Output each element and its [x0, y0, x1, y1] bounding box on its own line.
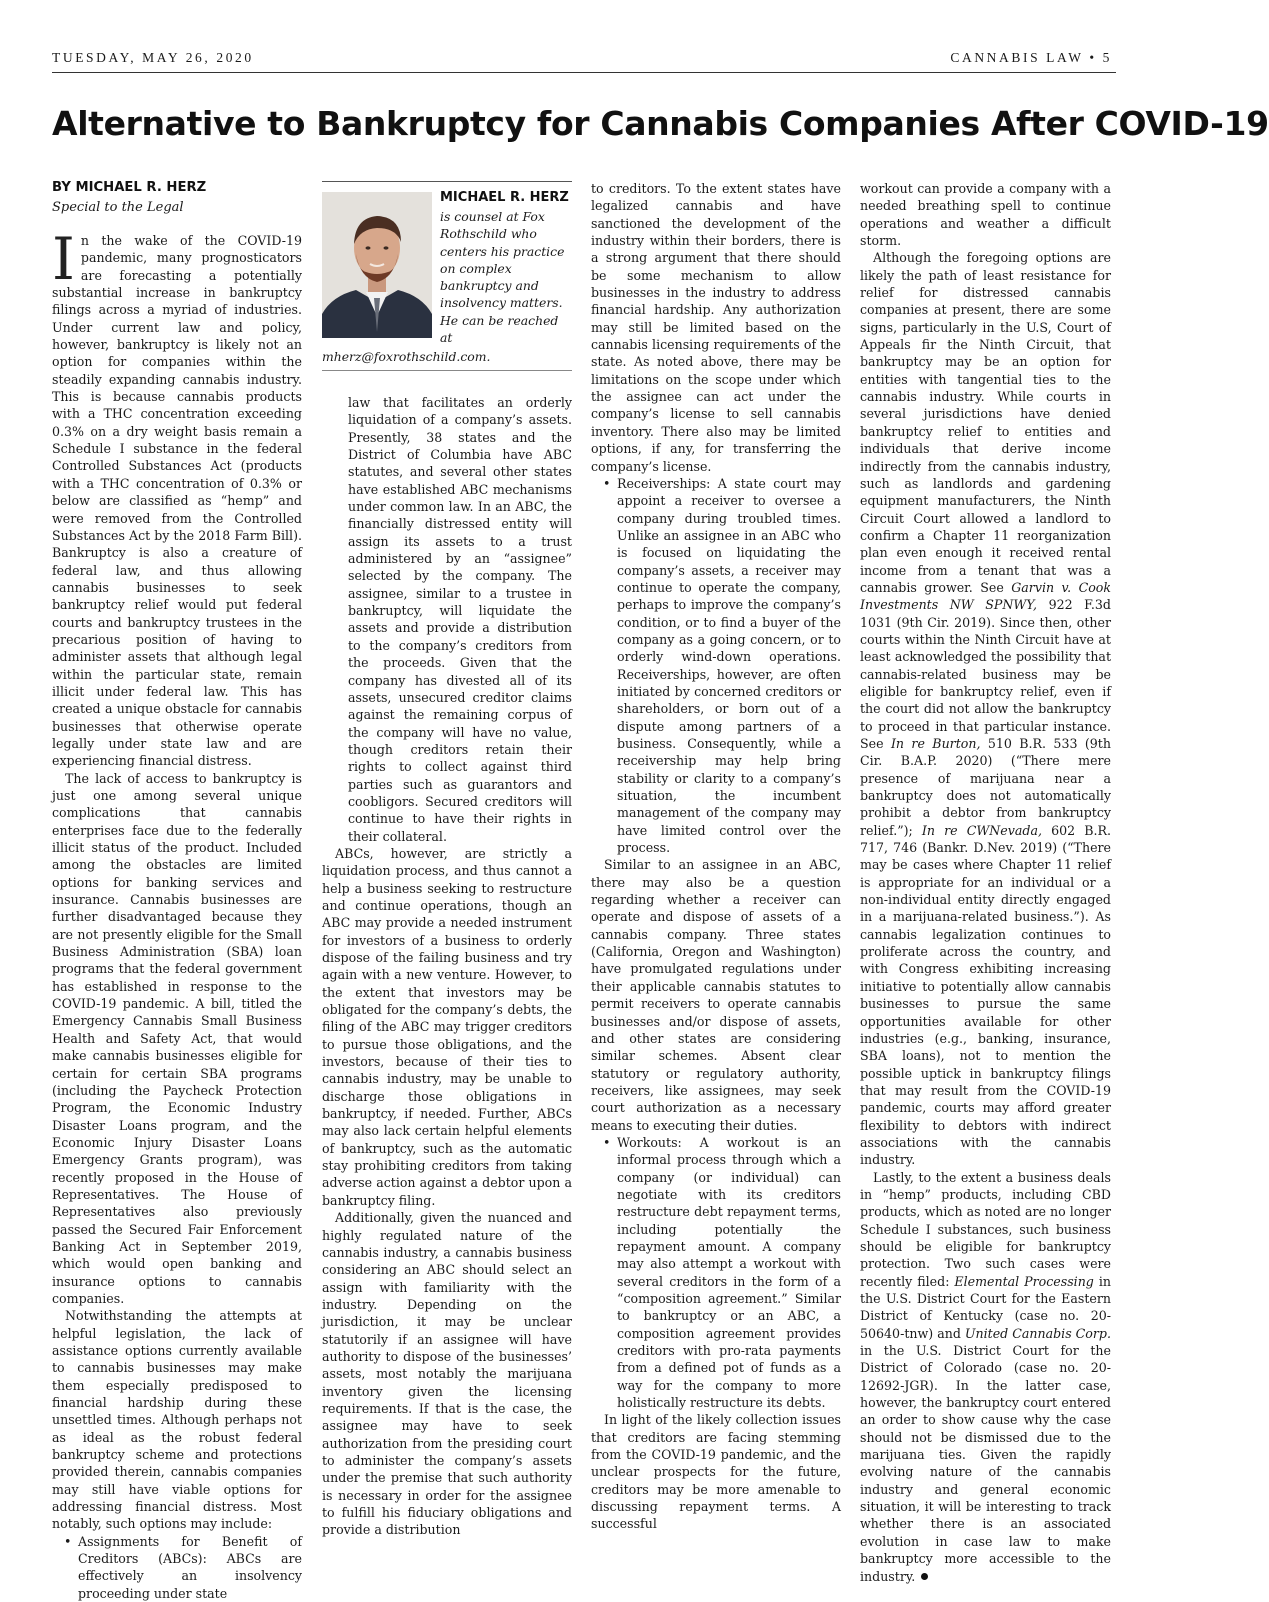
- section-page-number: CANNABIS LAW • 5: [950, 50, 1112, 65]
- column-3: [591, 180, 841, 1532]
- author-email: mherz@foxrothschild.com.: [322, 349, 491, 364]
- case-citation: Elemental Processing: [954, 1273, 1094, 1289]
- options-list-continued: [322, 394, 572, 845]
- header-rule: [52, 72, 1116, 73]
- byline: BY MICHAEL R. HERZ: [52, 180, 207, 195]
- end-of-article-mark: [921, 1573, 928, 1580]
- paragraph: workout can provide a company with a needed breathing spell to continue operations and weather a difficult storm.: [860, 181, 1111, 249]
- running-head: [52, 50, 1112, 68]
- author-portrait-image: [322, 192, 432, 338]
- paragraph: ABCs, however, are strictly a liquidation process, and thus cannot a help a business seeking to restructure and continue operations, though an ABC may provide a needed instrument for investors of a business to orderly dispose of the failing business and try again with a new venture. However, to the extent that investors may be obligated for the company’s debts, the filing of the ABC may trigger creditors to pursue those obligations, and the investors, because of their ties to cannabis industry, may be unable to discharge those obligations in bankruptcy, if needed. Further, ABCs may also lack certain helpful elements of bankruptcy, such as the automatic stay prohibiting creditors from taking adverse action against a debtor upon a bankruptcy filing.: [322, 845, 572, 1208]
- issue-date: TUESDAY, MAY 26, 2020: [52, 50, 254, 65]
- paragraph: to creditors. To the extent states have legalized cannabis and have sanctioned the development of the industry within their borders, there is a strong argument that there should be some mechanism to allow businesses in the industry to address financial hardship. Any authorization may still be limited based on the cannabis licensing requirements of the state. As noted above, there may be limitations on the scope under which the assignee can act under the company’s license to sell cannabis inventory. There also may be limited options, if any, for transferring the company’s license.: [591, 181, 841, 474]
- byline-subtitle: Special to the Legal: [52, 200, 184, 215]
- paragraph: In the wake of the COVID-19 pandemic, many prognosticators are forecasting a potentially substantial increase in bankruptcy filings across a myriad of industries. Under current law and policy, however, bankruptcy is likely not an option for companies within the steadily expanding cannabis industry. This is because cannabis products with a THC concentration exceeding 0.3% on a dry weight basis remain a Schedule I substance in the federal Controlled Substances Act (products with a THC concentration of 0.3% or below are classified as “hemp” and were removed from the Controlled Substances Act by the 2018 Farm Bill). Bankruptcy is also a creature of federal law, and thus allowing cannabis businesses to seek bankruptcy relief would put federal courts and bankruptcy trustees in the precarious position of having to administer assets that although legal within the particular state, remain illicit under federal law. This has created a unique obstacle for cannabis businesses that otherwise operate legally under state law and are experiencing financial distress.: [52, 225, 302, 769]
- column-1: [52, 225, 302, 1601]
- drop-cap: I: [52, 225, 75, 293]
- paragraph: Although the foregoing options are likely the path of least resistance for relief for distressed cannabis companies at present, there are some signs, particularly in the U.S, Court of Appeals fir the Ninth Circuit, that bankruptcy may be an option for entities with tangential ties to the cannabis industry. While courts in several jurisdictions have denied bankruptcy relief to entities and individuals that derive income indirectly from the cannabis industry, such as landlords and gardening equipment manufacturers, the Ninth Circuit Court allowed a landlord to confirm a Chapter 11 reorganization plan even enough it received rental income from a tenant that was a cannabis grower. See Garvin v. Cook Investments NW SPNWY, 922 F.3d 1031 (9th Cir. 2019). Since then, other courts within the Ninth Circuit have at least acknowledged the possibility that cannabis-related business may be eligible for bankruptcy relief, even if the court did not allow the bankruptcy to proceed in that particular instance. See In re Burton, 510 B.R. 533 (9th Cir. B.A.P. 2020) (“There mere presence of marijuana near a bankruptcy does not automatically prohibit a debtor from bankruptcy relief.”); In re CWNevada, 602 B.R. 717, 746 (Bankr. D.Nev. 2019) (“There may be cases where Chapter 11 relief is appropriate for an individual or a non-individual entity directly engaged in a marijuana-related business.”). As cannabis legalization continues to proliferate across the country, and with Congress exhibiting increasing initiative to potentially allow cannabis businesses to pursue the same opportunities available for other industries (e.g., banking, insurance, SBA loans), not to mention the possible uptick in bankruptcy filings that may result from the COVID-19 pandemic, courts may afford greater flexibility to debtors with indirect associations with the cannabis industry.: [860, 250, 1111, 1168]
- paragraph: Lastly, to the extent a business deals in “hemp” products, including CBD products, which as noted are no longer Schedule I substances, such business should be eligible for bankruptcy protection. Two such cases were recently filed: Elemental Processing in the U.S. District Court for the Eastern District of Kentucky (case no. 20-50640-tnw) and United Cannabis Corp. in the U.S. District Court for the District of Colorado (case no. 20-12692-JGR). In the latter case, however, the bankruptcy court entered an order to show cause why the case should not be dismissed due to the marijuana ties. Given the rapidly evolving nature of the cannabis industry and general economic situation, it will be interesting to track whether there is an associated evolution in case law to make bankruptcy more accessible to the industry.: [860, 1169, 1111, 1584]
- list-item-continued: law that facilitates an orderly liquidation of a company’s assets. Presently, 38 states and the District of Columbia have ABC statutes, and several other states have established ABC mechanisms under common law. In an ABC, the financially distressed entity will assign its assets to a trust administered by an “assignee” selected by the company. The assignee, similar to a trustee in bankruptcy, will liquidate the assets and provide a distribution to the company’s creditors from the proceeds. Given that the company has divested all of its assets, unsecured creditor claims against the remaining corpus of the company will have no value, though creditors retain their rights to collect against third parties such as guarantors and coobligors. Secured creditors will continue to have their rights in their collateral.: [348, 395, 572, 844]
- paragraph: In light of the likely collection issues that creditors are facing stemming from the COVID-19 pandemic, and the unclear prospects for the future, creditors may be more amenable to discussing repayment terms. A successful: [591, 1412, 841, 1532]
- list-item: • Assignments for Benefit of Creditors (ABCs): ABCs are effectively an insolvency proceeding under state: [78, 1533, 302, 1602]
- list-item: • Workouts: A workout is an informal process through which a company (or individual) can negotiate with its creditors restructure debt repayment terms, including potentially the repayment amount. A company may also attempt a workout with several creditors in the form of a “composition agreement.” Similar to bankruptcy or an ABC, a composition agreement provides creditors with pro-rata payments from a defined pot of funds as a way for the company to more holistically restructure its debts.: [617, 1134, 841, 1412]
- paragraph: The lack of access to bankruptcy is just one among several unique complications that cannabis enterprises face due to the federally illicit status of the product. Included among the obstacles are limited options for banking services and insurance. Cannabis businesses are further disadvantaged because they are not presently eligible for the Small Business Administration (SBA) loan programs that the federal government has established in response to the COVID-19 pandemic. A bill, titled the Emergency Cannabis Small Business Health and Safety Act, that would make cannabis businesses eligible for certain for certain SBA programs (including the Paycheck Protection Program, the Economic Industry Disaster Loans program, and the Economic Injury Disaster Loans Emergency Grants program), was recently proposed in the House of Representatives. The House of Representatives also previously passed the Secured Fair Enforcement Banking Act in September 2019, which would open banking and insurance options to cannabis companies.: [52, 770, 302, 1306]
- paragraph: Similar to an assignee in an ABC, there may also be a question regarding whether a receiver can operate and dispose of assets of a cannabis company. Three states (California, Oregon and Washington) have promulgated regulations under their applicable cannabis statutes to permit receivers to operate cannabis businesses and/or dispose of assets, and other states are considering similar schemes. Absent clear statutory or regulatory authority, receivers, like assignees, may seek court authorization as a necessary means to executing their duties.: [591, 857, 841, 1133]
- options-list: [591, 1134, 841, 1412]
- case-citation: In re Burton,: [890, 736, 981, 751]
- column-4: [860, 180, 1111, 1584]
- options-list: [52, 1533, 302, 1602]
- author-name: MICHAEL R. HERZ: [440, 190, 569, 205]
- author-box: [322, 181, 572, 371]
- author-bio: is counsel at Fox Rothschild who centers his practice on complex bankruptcy and insolvency matters. He can be reached at: [440, 209, 565, 346]
- case-citation: In re CWNevada,: [921, 822, 1042, 838]
- author-photo: [322, 192, 432, 338]
- list-item: • Receiverships: A state court may appoint a receiver to oversee a company during troubled times. Unlike an assignee in an ABC who is focused on liquidating the company’s assets, a receiver may continue to operate the company, perhaps to improve the company’s condition, or to find a buyer of the company as a going concern, or to orderly wind-down operations. Receiverships, however, are often initiated by concerned creditors or shareholders, or born out of a dispute among partners of a business. Consequently, while a receivership may help bring stability or clarity to a company’s situation, the incumbent management of the company may have limited control over the process.: [617, 475, 841, 857]
- article-headline: Alternative to Bankruptcy for Cannabis Companies After COVID-19: [52, 104, 1269, 143]
- case-citation: Garvin v. Cook Investments NW SPNWY,: [860, 579, 1111, 613]
- options-list: [591, 475, 841, 857]
- column-2: [322, 394, 572, 1538]
- paragraph: Additionally, given the nuanced and highly regulated nature of the cannabis industry, a cannabis business considering an ABC should select an assign with familiarity with the industry. Depending on the jurisdiction, it may be unclear statutorily if an assignee will have authority to dispose of the businesses’ assets, most notably the marijuana inventory given the licensing requirements. If that is the case, the assignee may have to seek authorization from the presiding court to administer the company’s assets under the premise that such authority is necessary in order for the assignee to fulfill his fiduciary obligations and provide a distribution: [322, 1210, 572, 1538]
- paragraph: Notwithstanding the attempts at helpful legislation, the lack of assistance options currently available to cannabis businesses may make them especially predisposed to financial hardship during these unsettled times. Although perhaps not as ideal as the robust federal bankruptcy scheme and protections provided therein, cannabis companies may still have viable options for addressing financial distress. Most notably, such options may include:: [52, 1308, 302, 1532]
- case-citation: United Cannabis Corp.: [964, 1325, 1111, 1341]
